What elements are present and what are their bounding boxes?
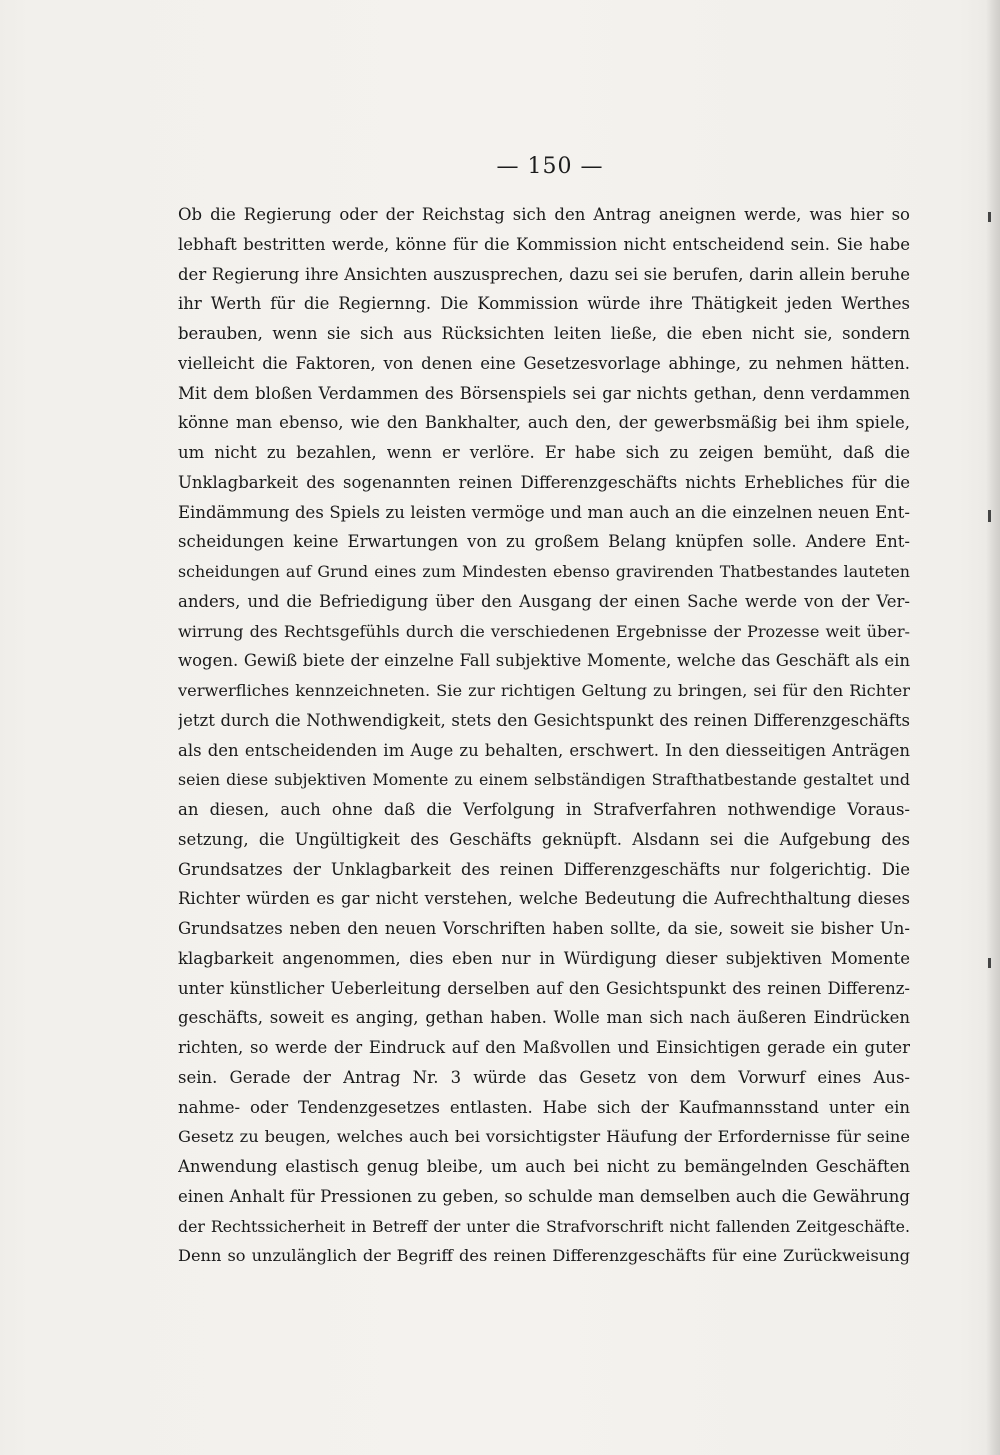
- text-line: Ob die Regierung oder der Reichstag sich den Antrag aneignen werde, was hier so: [178, 205, 910, 224]
- text-line: seien diese subjektiven Momente zu einem selbständigen Strafthatbestande gestaltet und: [178, 770, 910, 790]
- margin-mark: [988, 958, 991, 968]
- text-line: Grundsatzes neben den neuen Vorschriften haben sollte, da sie, soweit sie bisher Un-: [178, 919, 910, 938]
- margin-mark: [988, 510, 991, 522]
- text-line: der Regierung ihre Ansichten auszusprechen, dazu sei sie berufen, darin allein beruhe: [178, 264, 910, 284]
- text-line: könne man ebenso, wie den Bankhalter, auch den, der gewerbsmäßig bei ihm spiele,: [178, 413, 910, 433]
- text-line: Gesetz zu beugen, welches auch bei vorsichtigster Häufung der Erfordernisse für seine: [178, 1127, 910, 1147]
- text-line: ihr Werth für die Regiernng. Die Kommission würde ihre Thätigkeit jeden Werthes: [178, 294, 910, 314]
- text-line: unter künstlicher Ueberleitung derselben auf den Gesichtspunkt des reinen Differenz-: [178, 978, 910, 998]
- text-line: Mit dem bloßen Verdammen des Börsenspiels sei gar nichts gethan, denn verdammen: [178, 383, 910, 403]
- text-line: der Rechtssicherheit in Betreff der unter die Strafvorschrift nicht fallenden Zeitgeschäfte.: [178, 1216, 910, 1236]
- text-line: Richter würden es gar nicht verstehen, welche Bedeutung die Aufrechthaltung dieses: [178, 889, 910, 909]
- text-line: anders, und die Befriedigung über den Ausgang der einen Sache werde von der Ver-: [178, 591, 910, 611]
- text-line: vielleicht die Faktoren, von denen eine Gesetzesvorlage abhinge, zu nehmen hätten.: [178, 353, 910, 373]
- text-line: Anwendung elastisch genug bleibe, um auch bei nicht zu bemängelnden Geschäften: [178, 1157, 910, 1176]
- text-line: jetzt durch die Nothwendigkeit, stets den Gesichtspunkt des reinen Differenzgeschäfts: [178, 710, 910, 730]
- text-line: einen Anhalt für Pressionen zu geben, so schulde man demselben auch die Gewährung: [178, 1186, 910, 1206]
- text-line: Grundsatzes der Unklagbarkeit des reinen Differenzgeschäfts nur folgerichtig. Die: [178, 859, 910, 879]
- text-line: geschäfts, soweit es anging, gethan haben. Wolle man sich nach äußeren Eindrücken: [178, 1008, 910, 1028]
- text-line: richten, so werde der Eindruck auf den Maßvollen und Einsichtigen gerade ein guter: [178, 1038, 910, 1057]
- page-number: — 150 —: [496, 154, 604, 179]
- text-line: an diesen, auch ohne daß die Verfolgung in Strafverfahren nothwendige Voraus-: [178, 800, 910, 819]
- text-line: scheidungen auf Grund eines zum Mindesten ebenso gravirenden Thatbestandes lauteten: [178, 562, 910, 581]
- text-line: Eindämmung des Spiels zu leisten vermöge und man auch an die einzelnen neuen Ent-: [178, 502, 910, 522]
- text-line: sein. Gerade der Antrag Nr. 3 würde das Gesetz von dem Vorwurf eines Aus-: [178, 1067, 910, 1087]
- text-line: setzung, die Ungültigkeit des Geschäfts geknüpft. Alsdann sei die Aufgebung des: [178, 829, 910, 849]
- text-line: berauben, wenn sie sich aus Rücksichten leiten ließe, die eben nicht sie, sondern: [178, 324, 910, 343]
- text-line: klagbarkeit angenommen, dies eben nur in Würdigung dieser subjektiven Momente: [178, 948, 910, 968]
- text-line: scheidungen keine Erwartungen von zu großem Belang knüpfen solle. Andere Ent-: [178, 532, 910, 552]
- text-line: Denn so unzulänglich der Begriff des reinen Differenzgeschäfts für eine Zurückweisung: [178, 1246, 910, 1266]
- text-line: verwerfliches kennzeichneten. Sie zur richtigen Geltung zu bringen, sei für den Richter: [178, 681, 910, 700]
- body-text: [178, 200, 910, 1271]
- margin-mark: [988, 212, 991, 222]
- text-line: als den entscheidenden im Auge zu behalten, erschwert. In den diesseitigen Anträgen: [178, 740, 910, 760]
- text-line: Unklagbarkeit des sogenannten reinen Differenzgeschäfts nichts Erhebliches für die: [178, 472, 910, 492]
- text-line: um nicht zu bezahlen, wenn er verlöre. Er habe sich zu zeigen bemüht, daß die: [178, 443, 910, 462]
- text-line: nahme- oder Tendenzgesetzes entlasten. Habe sich der Kaufmannsstand unter ein: [178, 1097, 910, 1117]
- text-line: wogen. Gewiß biete der einzelne Fall subjektive Momente, welche das Geschäft als ein: [178, 651, 910, 671]
- text-line: wirrung des Rechtsgefühls durch die verschiedenen Ergebnisse der Prozesse weit über-: [178, 621, 910, 641]
- text-line: lebhaft bestritten werde, könne für die Kommission nicht entscheidend sein. Sie habe: [178, 234, 910, 254]
